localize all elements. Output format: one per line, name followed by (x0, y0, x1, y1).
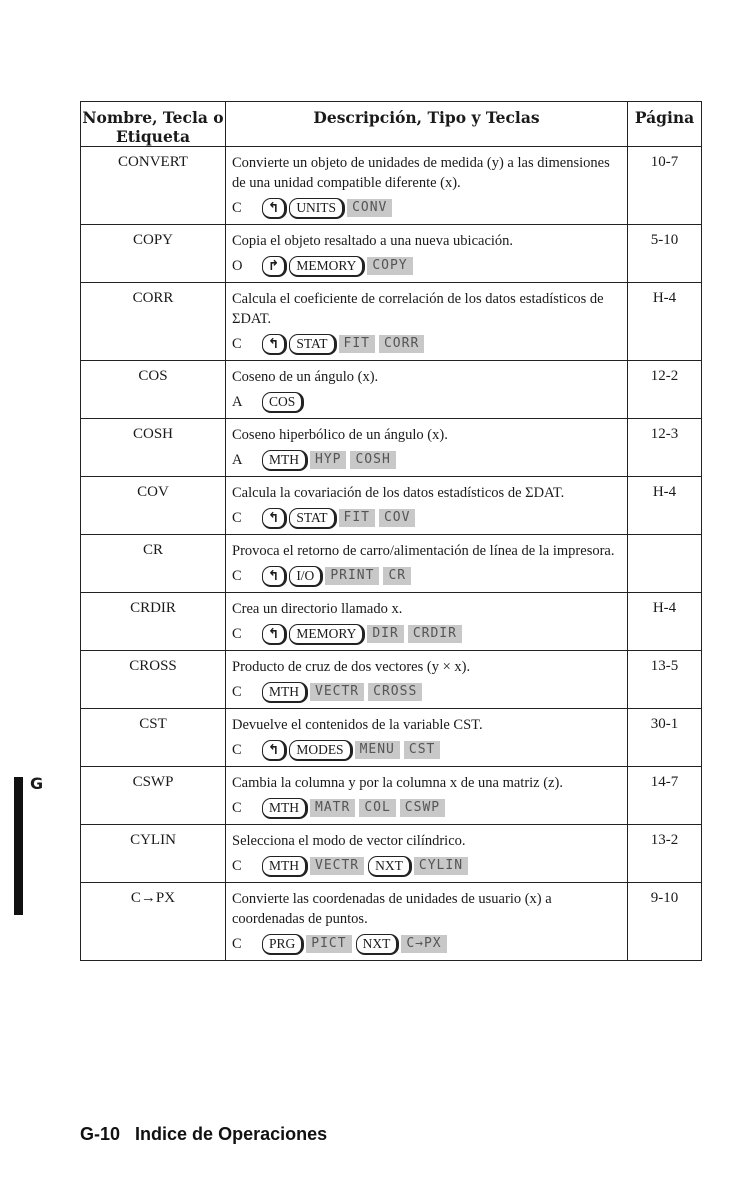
table-row (81, 709, 702, 767)
menu-label: MATR (310, 799, 355, 817)
key-sequence (232, 389, 619, 415)
operation-description-cell (226, 147, 628, 225)
table-row (81, 593, 702, 651)
operation-description: Provoca el retorno de carro/alimentación de línea de la impresora. (232, 543, 615, 559)
operation-description: Coseno de un ángulo (x). (232, 369, 379, 385)
key-sequence (232, 853, 619, 879)
menu-label: PRINT (325, 567, 379, 585)
operation-type: C (232, 200, 242, 216)
menu-label: C→PX (401, 935, 446, 953)
operation-page: 9-10 (628, 883, 702, 961)
operation-page: 14-7 (628, 767, 702, 825)
page-footer (80, 1124, 327, 1145)
operation-description-cell (226, 535, 628, 593)
keyboard-key: UNITS (289, 198, 345, 219)
operation-description: Convierte un objeto de unidades de medida (y) a las dimensiones de una unidad compatible diferente (x). (232, 155, 610, 191)
table-row (81, 767, 702, 825)
operation-name: CRDIR (81, 593, 226, 651)
operation-page: 13-2 (628, 825, 702, 883)
table-header-row (81, 102, 702, 147)
table-row (81, 535, 702, 593)
left-shift-key-icon: ↰ (262, 198, 287, 219)
operation-page: 12-2 (628, 361, 702, 419)
operations-table (80, 101, 702, 961)
operation-description-cell (226, 767, 628, 825)
operation-name: COV (81, 477, 226, 535)
keyboard-key: STAT (289, 508, 336, 529)
operation-description-cell (226, 283, 628, 361)
operation-description: Producto de cruz de dos vectores (y × x). (232, 659, 471, 675)
table-row (81, 361, 702, 419)
operation-type: A (232, 394, 243, 410)
key-sequence (232, 505, 619, 531)
left-shift-key-icon: ↰ (262, 566, 287, 587)
operation-type: O (232, 258, 243, 274)
operation-page: 5-10 (628, 225, 702, 283)
menu-label: CYLIN (414, 857, 468, 875)
table-row (81, 419, 702, 477)
operation-type: C (232, 510, 242, 526)
operation-page: 12-3 (628, 419, 702, 477)
menu-label: VECTR (310, 857, 364, 875)
operation-page: 10-7 (628, 147, 702, 225)
operation-page (628, 535, 702, 593)
menu-label: MENU (355, 741, 400, 759)
menu-label: COPY (367, 257, 412, 275)
key-sequence (232, 195, 619, 221)
keyboard-key: MTH (262, 450, 308, 471)
menu-label: HYP (310, 451, 346, 469)
operation-description-cell (226, 825, 628, 883)
menu-label: COL (359, 799, 395, 817)
keyboard-key: PRG (262, 934, 304, 955)
operation-description: Calcula la covariación de los datos estadísticos de ΣDAT. (232, 485, 565, 501)
keyboard-key: NXT (368, 856, 412, 877)
operation-description: Convierte las coordenadas de unidades de usuario (x) a coordenadas de puntos. (232, 891, 552, 927)
operation-name: CONVERT (81, 147, 226, 225)
menu-label: DIR (367, 625, 403, 643)
operation-name: COSH (81, 419, 226, 477)
keyboard-key: NXT (356, 934, 400, 955)
menu-label: CRDIR (408, 625, 462, 643)
operation-type: A (232, 452, 243, 468)
menu-label: CONV (347, 199, 392, 217)
key-sequence (232, 795, 619, 821)
operation-description: Selecciona el modo de vector cilíndrico. (232, 833, 466, 849)
operation-name: C→PX (81, 883, 226, 961)
operation-name: CYLIN (81, 825, 226, 883)
operation-name: COS (81, 361, 226, 419)
key-sequence (232, 737, 619, 763)
operation-name: CROSS (81, 651, 226, 709)
right-shift-key-icon: ↱ (262, 256, 287, 277)
operation-name: CORR (81, 283, 226, 361)
keyboard-key: MEMORY (289, 624, 365, 645)
menu-label: CR (383, 567, 411, 585)
operation-name: COPY (81, 225, 226, 283)
operation-description-cell (226, 883, 628, 961)
keyboard-key: MEMORY (289, 256, 365, 277)
left-shift-key-icon: ↰ (262, 508, 287, 529)
key-sequence (232, 447, 619, 473)
operation-page: H-4 (628, 593, 702, 651)
table-row (81, 225, 702, 283)
key-sequence (232, 331, 619, 357)
key-sequence (232, 931, 619, 957)
menu-label: PICT (306, 935, 351, 953)
operation-description: Crea un directorio llamado x. (232, 601, 403, 617)
operation-type: C (232, 858, 242, 874)
table-row (81, 147, 702, 225)
operation-description: Calcula el coeficiente de correlación de los datos estadísticos de ΣDAT. (232, 291, 604, 327)
menu-label: FIT (339, 509, 375, 527)
keyboard-key: STAT (289, 334, 336, 355)
operation-name: CST (81, 709, 226, 767)
table-row (81, 283, 702, 361)
header-description: Descripción, Tipo y Teclas (226, 102, 628, 147)
operation-type: C (232, 800, 242, 816)
operation-type: C (232, 936, 242, 952)
table-row (81, 651, 702, 709)
operation-type: C (232, 336, 242, 352)
section-tab-bar (14, 777, 23, 915)
operation-description-cell (226, 361, 628, 419)
operation-page: H-4 (628, 283, 702, 361)
key-sequence (232, 253, 619, 279)
footer-title: Indice de Operaciones (135, 1124, 328, 1144)
table-row (81, 477, 702, 535)
keyboard-key: MTH (262, 798, 308, 819)
keyboard-key: COS (262, 392, 304, 413)
menu-label: CST (404, 741, 440, 759)
operation-description-cell (226, 419, 628, 477)
keyboard-key: MTH (262, 856, 308, 877)
operation-type: C (232, 626, 242, 642)
header-page: Página (628, 102, 702, 147)
operation-description-cell (226, 225, 628, 283)
header-name: Nombre, Tecla o Etiqueta (81, 102, 226, 147)
menu-label: CORR (379, 335, 424, 353)
key-sequence (232, 563, 619, 589)
operation-type: C (232, 742, 242, 758)
operation-name: CSWP (81, 767, 226, 825)
operation-type: C (232, 568, 242, 584)
table-row (81, 825, 702, 883)
keyboard-key: MODES (289, 740, 352, 761)
menu-label: CROSS (368, 683, 422, 701)
operation-page: 30-1 (628, 709, 702, 767)
operation-description-cell (226, 709, 628, 767)
operation-description: Copia el objeto resaltado a una nueva ubicación. (232, 233, 514, 249)
left-shift-key-icon: ↰ (262, 740, 287, 761)
key-sequence (232, 679, 619, 705)
menu-label: FIT (339, 335, 375, 353)
operation-description-cell (226, 593, 628, 651)
operation-description: Devuelve el contenidos de la variable CST. (232, 717, 483, 733)
operation-page: H-4 (628, 477, 702, 535)
operation-name: CR (81, 535, 226, 593)
footer-page-number: G-10 (80, 1124, 121, 1144)
operation-page: 13-5 (628, 651, 702, 709)
table-row (81, 883, 702, 961)
operation-type: C (232, 684, 242, 700)
operation-description: Cambia la columna y por la columna x de una matriz (z). (232, 775, 563, 791)
key-sequence (232, 621, 619, 647)
operation-description: Coseno hiperbólico de un ángulo (x). (232, 427, 448, 443)
keyboard-key: MTH (262, 682, 308, 703)
operation-description-cell (226, 651, 628, 709)
menu-label: COSH (350, 451, 395, 469)
menu-label: COV (379, 509, 415, 527)
operation-description-cell (226, 477, 628, 535)
left-shift-key-icon: ↰ (262, 624, 287, 645)
left-shift-key-icon: ↰ (262, 334, 287, 355)
menu-label: VECTR (310, 683, 364, 701)
keyboard-key: I/O (289, 566, 323, 587)
section-tab-letter: G (30, 774, 44, 793)
menu-label: CSWP (400, 799, 445, 817)
